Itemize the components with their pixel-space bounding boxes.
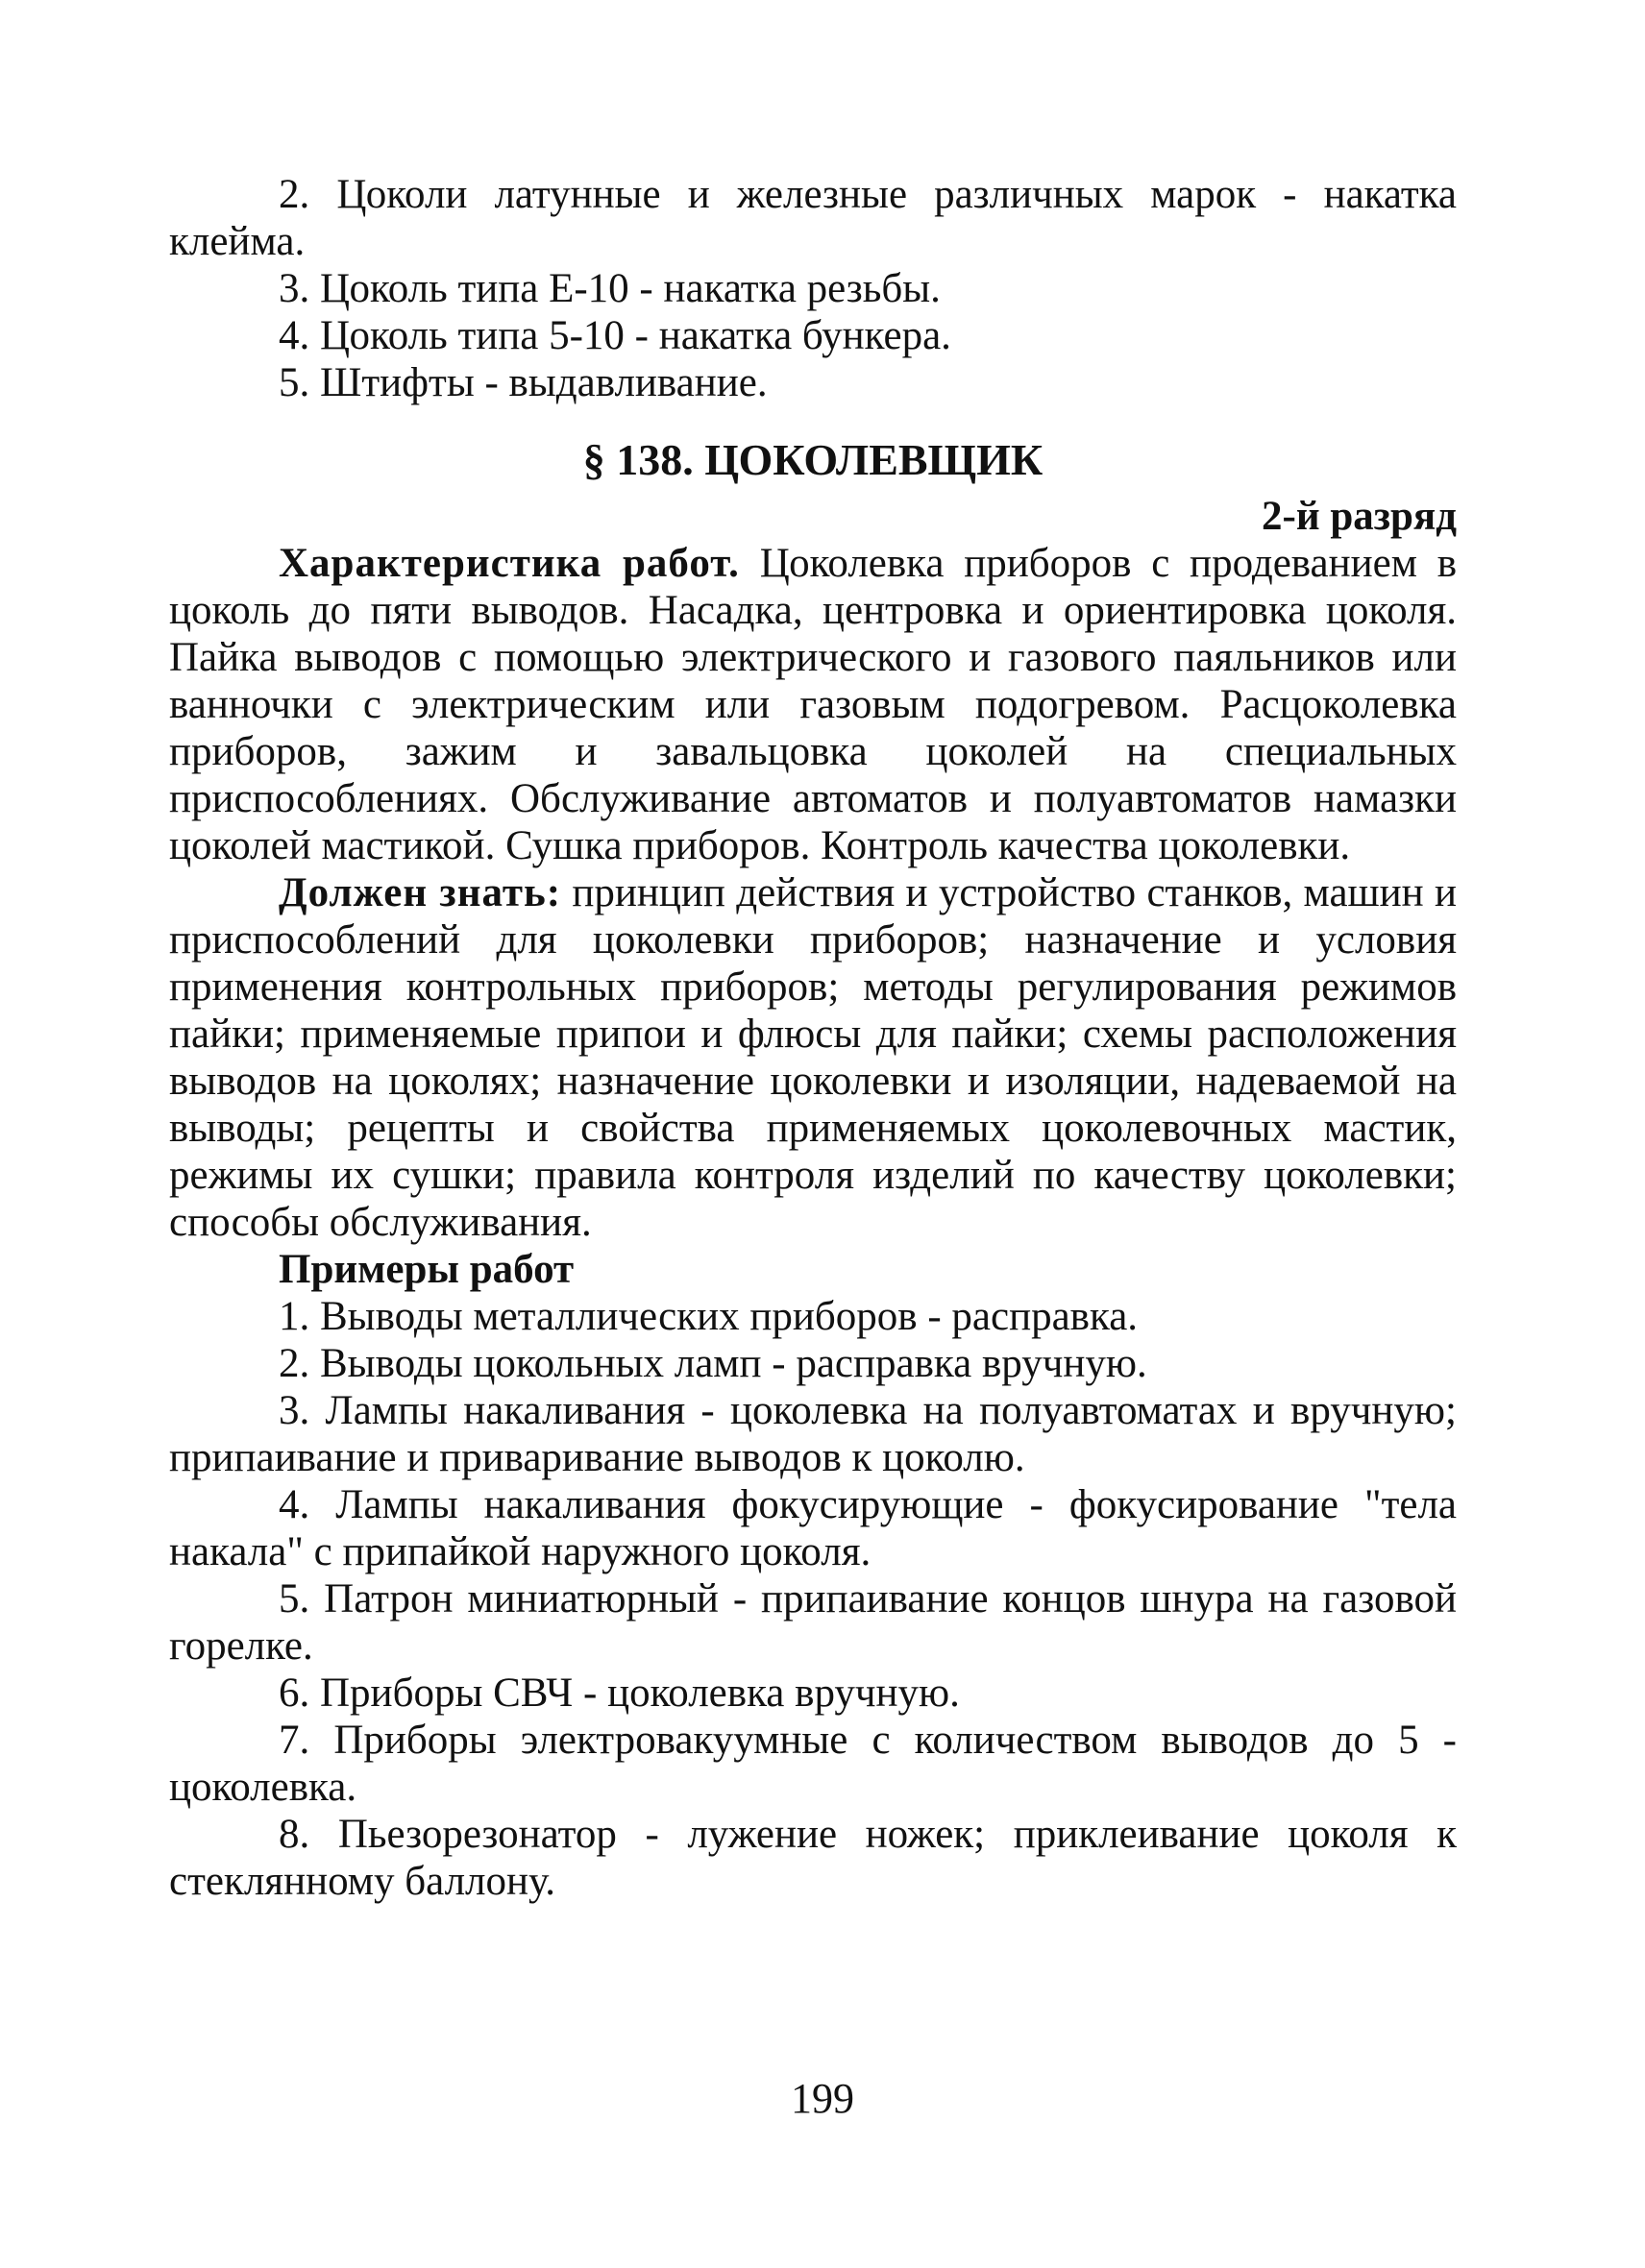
example-item: 3. Лампы накаливания - цоколевка на полуавтоматах и вручную; припаивание и приваривание выводов к цоколю.	[169, 1388, 1457, 1480]
example-item: 7. Приборы электровакуумные с количеством выводов до 5 - цоколевка.	[169, 1718, 1457, 1810]
characteristics-label: Характеристика работ.	[279, 541, 740, 586]
knowledge-paragraph	[169, 869, 1457, 1246]
list-item: 3. Цоколь типа Е-10 - накатка резьбы.	[279, 266, 941, 311]
example-item: 5. Патрон миниатюрный - припаивание концов шнура на газовой горелке.	[169, 1576, 1457, 1669]
knowledge-label: Должен знать:	[279, 870, 562, 915]
example-item: 1. Выводы металлических приборов - расправка.	[279, 1294, 1139, 1339]
grade-label: 2-й разряд	[1262, 494, 1457, 539]
example-item: 2. Выводы цокольных ламп - расправка вручную.	[279, 1341, 1147, 1386]
list-item: 2. Цоколи латунные и железные различных марок - накатка клейма.	[169, 172, 1457, 264]
example-item: 6. Приборы СВЧ - цоколевка вручную.	[279, 1671, 960, 1716]
characteristics-paragraph	[169, 540, 1457, 869]
section-title: § 138. ЦОКОЛЕВЩИК	[582, 435, 1043, 484]
example-item: 4. Лампы накаливания фокусирующие - фокусирование "тела накала" с припайкой наружного цоколя.	[169, 1482, 1457, 1574]
examples-heading: Примеры работ	[279, 1247, 575, 1292]
page-number: 199	[791, 2075, 854, 2122]
knowledge-text: принцип действия и устройство станков, машин и приспособлений для цоколевки приборов; назначение и условия применения контрольных приборов; методы регулирования режимов пайки; применяемые припои и флюсы для пайки; схемы расположения выводов на цоколях; назначение цоколевки и изоляции, надеваемой на выводы; рецепты и свойства применяемых цоколевочных мастик, режимы их сушки; правила контроля изделий по качеству цоколевки; способы обслуживания.	[169, 870, 1457, 1245]
list-item: 5. Штифты - выдавливание.	[279, 360, 768, 405]
page-body	[169, 171, 1457, 1905]
example-item: 8. Пьезорезонатор - лужение ножек; приклеивание цоколя к стеклянному баллону.	[169, 1812, 1457, 1904]
characteristics-text: Цоколевка приборов с продеванием в цоколь до пяти выводов. Насадка, центровка и ориентировка цоколя. Пайка выводов с помощью электрического и газового паяльников или ванночки с электрическим или газовым подогревом. Расцоколевка приборов, зажим и завальцовка цоколей на специальных приспособлениях. Обслуживание автоматов и полуавтоматов намазки цоколей мастикой. Сушка приборов. Контроль качества цоколевки.	[169, 541, 1457, 868]
list-item: 4. Цоколь типа 5-10 - накатка бункера.	[279, 313, 951, 358]
